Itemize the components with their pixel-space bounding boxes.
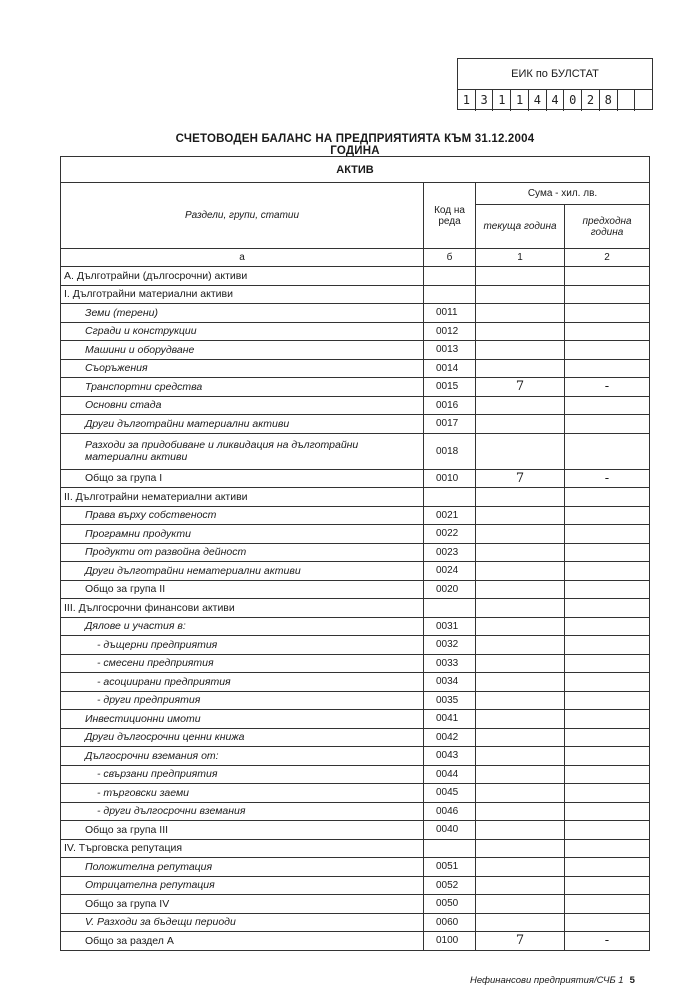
column-header-row [61, 183, 650, 205]
row-code: 0010 [424, 469, 476, 488]
table-row [61, 802, 650, 821]
row-previous-value [565, 784, 650, 803]
row-previous-value: - [565, 932, 650, 951]
col-header-code: Код на реда [424, 183, 476, 249]
row-current-value [476, 636, 565, 655]
row-current-value [476, 322, 565, 341]
row-current-value: 7 [476, 378, 565, 397]
table-row [61, 543, 650, 562]
eik-digit: 2 [582, 90, 600, 111]
row-previous-value [565, 710, 650, 729]
row-name: Машини и оборудване [61, 341, 424, 360]
row-code: 0050 [424, 895, 476, 914]
row-previous-value [565, 858, 650, 877]
table-row [61, 728, 650, 747]
row-current-value [476, 765, 565, 784]
row-name: Сгради и конструкции [61, 322, 424, 341]
row-name: Отрицателна репутация [61, 876, 424, 895]
row-code: 0060 [424, 913, 476, 932]
row-current-value [476, 673, 565, 692]
row-previous-value [565, 341, 650, 360]
section-header-row [61, 157, 650, 183]
row-code: 0100 [424, 932, 476, 951]
row-previous-value [565, 396, 650, 415]
table-row [61, 710, 650, 729]
row-name: Общо за група IV [61, 895, 424, 914]
table-row [61, 322, 650, 341]
row-code: 0017 [424, 415, 476, 434]
row-code [424, 488, 476, 507]
row-name: III. Дългосрочни финансови активи [61, 599, 424, 618]
table-row [61, 895, 650, 914]
table-row [61, 932, 650, 951]
table-row [61, 858, 650, 877]
row-previous-value [565, 543, 650, 562]
eik-digit: 4 [529, 90, 547, 111]
row-code: 0012 [424, 322, 476, 341]
row-previous-value [565, 617, 650, 636]
section-label: АКТИВ [61, 157, 650, 183]
row-code [424, 267, 476, 286]
table-row [61, 341, 650, 360]
row-name: Други дълготрайни нематериални активи [61, 562, 424, 581]
row-code: 0016 [424, 396, 476, 415]
table-row [61, 525, 650, 544]
row-previous-value: - [565, 469, 650, 488]
table-row [61, 415, 650, 434]
row-code: 0023 [424, 543, 476, 562]
eik-digit [618, 90, 636, 111]
table-row [61, 673, 650, 692]
row-code: 0045 [424, 784, 476, 803]
row-current-value [476, 525, 565, 544]
row-current-value [476, 341, 565, 360]
row-current-value [476, 747, 565, 766]
row-previous-value [565, 562, 650, 581]
row-current-value: 7 [476, 932, 565, 951]
page-footer [470, 975, 635, 986]
table-row [61, 285, 650, 304]
row-code: 0042 [424, 728, 476, 747]
eik-digit: 1 [458, 90, 476, 111]
eik-digit: 1 [511, 90, 529, 111]
row-current-value [476, 359, 565, 378]
col-header-current: текуща година [476, 205, 565, 249]
col-letter-2: 2 [565, 249, 650, 267]
row-code: 0033 [424, 654, 476, 673]
row-name: - смесени предприятия [61, 654, 424, 673]
table-row [61, 488, 650, 507]
row-previous-value [565, 802, 650, 821]
row-name: - други предприятия [61, 691, 424, 710]
row-code: 0032 [424, 636, 476, 655]
table-row [61, 378, 650, 397]
row-code: 0043 [424, 747, 476, 766]
row-code: 0011 [424, 304, 476, 323]
row-name: Разходи за придобиване и ликвидация на дълготрайни материални активи [61, 433, 424, 469]
column-letter-row [61, 249, 650, 267]
eik-digit [635, 90, 652, 111]
row-previous-value [565, 322, 650, 341]
row-code [424, 839, 476, 858]
row-code [424, 599, 476, 618]
table-row [61, 396, 650, 415]
table-row [61, 765, 650, 784]
row-current-value [476, 784, 565, 803]
row-name: Общо за група I [61, 469, 424, 488]
eik-digit: 4 [547, 90, 565, 111]
balance-sheet-table [60, 156, 650, 951]
row-current-value [476, 415, 565, 434]
row-current-value [476, 895, 565, 914]
table-row [61, 580, 650, 599]
row-name: Инвестиционни имоти [61, 710, 424, 729]
row-current-value [476, 728, 565, 747]
row-code: 0051 [424, 858, 476, 877]
row-name: Положителна репутация [61, 858, 424, 877]
row-previous-value [565, 765, 650, 784]
row-name: IV. Търговска репутация [61, 839, 424, 858]
document-title: СЧЕТОВОДЕН БАЛАНС НА ПРЕДПРИЯТИЯТА КЪМ 31.12.2004 ГОДИНА [175, 133, 535, 157]
row-code: 0013 [424, 341, 476, 360]
row-previous-value [565, 895, 650, 914]
row-name: Други дълготрайни материални активи [61, 415, 424, 434]
eik-digit: 8 [600, 90, 618, 111]
row-previous-value [565, 876, 650, 895]
row-name: I. Дълготрайни материални активи [61, 285, 424, 304]
eik-digit: 0 [564, 90, 582, 111]
row-code: 0035 [424, 691, 476, 710]
row-current-value [476, 839, 565, 858]
row-code: 0031 [424, 617, 476, 636]
row-code [424, 285, 476, 304]
row-current-value [476, 506, 565, 525]
row-name: Земи (терени) [61, 304, 424, 323]
row-name: Общо за раздел А [61, 932, 424, 951]
row-code: 0040 [424, 821, 476, 840]
row-name: Програмни продукти [61, 525, 424, 544]
col-letter-1: 1 [476, 249, 565, 267]
row-previous-value [565, 415, 650, 434]
eik-digit: 3 [476, 90, 494, 111]
table-row [61, 562, 650, 581]
table-row [61, 839, 650, 858]
row-code: 0021 [424, 506, 476, 525]
row-name: II. Дълготрайни нематериални активи [61, 488, 424, 507]
row-name: Други дългосрочни ценни книжа [61, 728, 424, 747]
row-previous-value [565, 433, 650, 469]
row-name: - свързани предприятия [61, 765, 424, 784]
row-name: Съоръжения [61, 359, 424, 378]
row-previous-value [565, 691, 650, 710]
row-previous-value [565, 839, 650, 858]
table-row [61, 913, 650, 932]
row-code: 0044 [424, 765, 476, 784]
table-row [61, 784, 650, 803]
row-code: 0020 [424, 580, 476, 599]
table-row [61, 469, 650, 488]
table-row [61, 636, 650, 655]
row-previous-value [565, 359, 650, 378]
row-previous-value [565, 636, 650, 655]
row-name: Дългосрочни вземания от: [61, 747, 424, 766]
footer-form-label: Нефинансови предприятия/СЧБ 1 [470, 975, 624, 986]
row-name: Дялове и участия в: [61, 617, 424, 636]
col-letter-a: а [61, 249, 424, 267]
row-name: - други дългосрочни вземания [61, 802, 424, 821]
row-previous-value [565, 654, 650, 673]
row-name: - асоциирани предприятия [61, 673, 424, 692]
row-previous-value [565, 580, 650, 599]
row-name: Основни стада [61, 396, 424, 415]
table-row [61, 506, 650, 525]
row-code: 0052 [424, 876, 476, 895]
row-previous-value [565, 304, 650, 323]
col-header-name: Раздели, групи, статии [61, 183, 424, 249]
eik-box [457, 58, 653, 110]
row-previous-value [565, 506, 650, 525]
row-name: Права върху собственост [61, 506, 424, 525]
row-current-value [476, 562, 565, 581]
eik-digit-cells [458, 90, 652, 111]
row-current-value [476, 543, 565, 562]
row-name: - дъщерни предприятия [61, 636, 424, 655]
table-row [61, 599, 650, 618]
table-row [61, 617, 650, 636]
row-previous-value [565, 488, 650, 507]
row-code: 0014 [424, 359, 476, 378]
row-current-value [476, 654, 565, 673]
row-previous-value [565, 525, 650, 544]
eik-label: ЕИК по БУЛСТАТ [458, 59, 652, 90]
row-code: 0024 [424, 562, 476, 581]
row-name: Транспортни средства [61, 378, 424, 397]
table-row [61, 304, 650, 323]
table-row [61, 691, 650, 710]
row-previous-value [565, 267, 650, 286]
row-current-value [476, 599, 565, 618]
row-previous-value [565, 599, 650, 618]
row-code: 0041 [424, 710, 476, 729]
row-name: - търговски заеми [61, 784, 424, 803]
row-code: 0015 [424, 378, 476, 397]
row-previous-value: - [565, 378, 650, 397]
col-header-sum: Сума - хил. лв. [476, 183, 650, 205]
page-number: 5 [629, 975, 635, 986]
row-previous-value [565, 913, 650, 932]
row-current-value [476, 267, 565, 286]
row-current-value [476, 580, 565, 599]
col-header-previous: предходна година [565, 205, 650, 249]
row-previous-value [565, 728, 650, 747]
row-previous-value [565, 747, 650, 766]
row-current-value [476, 433, 565, 469]
row-name: V. Разходи за бъдещи периоди [61, 913, 424, 932]
row-name: Продукти от развойна дейност [61, 543, 424, 562]
row-name: А. Дълготрайни (дългосрочни) активи [61, 267, 424, 286]
row-current-value [476, 802, 565, 821]
row-current-value [476, 821, 565, 840]
row-current-value [476, 488, 565, 507]
row-current-value [476, 876, 565, 895]
row-code: 0018 [424, 433, 476, 469]
table-row [61, 359, 650, 378]
row-current-value [476, 396, 565, 415]
eik-digit: 1 [493, 90, 511, 111]
table-row [61, 821, 650, 840]
row-current-value [476, 913, 565, 932]
row-current-value [476, 304, 565, 323]
row-previous-value [565, 821, 650, 840]
row-name: Общо за група III [61, 821, 424, 840]
row-current-value [476, 710, 565, 729]
row-code: 0022 [424, 525, 476, 544]
row-current-value: 7 [476, 469, 565, 488]
row-current-value [476, 285, 565, 304]
table-row [61, 267, 650, 286]
row-current-value [476, 691, 565, 710]
row-code: 0034 [424, 673, 476, 692]
row-current-value [476, 858, 565, 877]
table-row [61, 876, 650, 895]
table-row [61, 433, 650, 469]
table-row [61, 747, 650, 766]
row-previous-value [565, 673, 650, 692]
col-letter-b: б [424, 249, 476, 267]
row-code: 0046 [424, 802, 476, 821]
row-previous-value [565, 285, 650, 304]
table-row [61, 654, 650, 673]
row-current-value [476, 617, 565, 636]
row-name: Общо за група II [61, 580, 424, 599]
